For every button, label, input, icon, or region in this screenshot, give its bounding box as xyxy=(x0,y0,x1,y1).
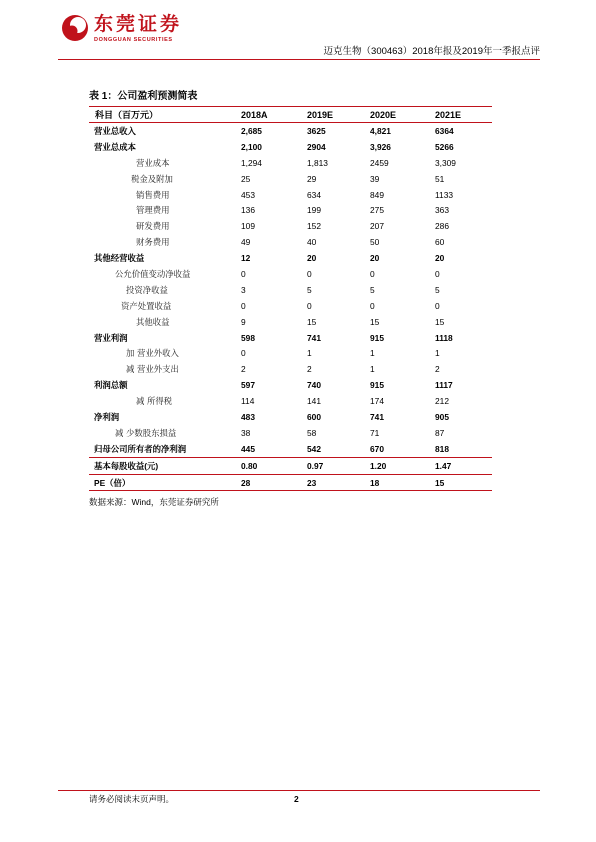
footer-disclaimer: 请务必阅读末页声明。 xyxy=(89,794,175,804)
logo-chinese-name: 东莞证券 xyxy=(94,13,183,35)
row-label: 基本每股收益(元) xyxy=(89,457,238,474)
footer-divider xyxy=(58,790,540,791)
row-value: 0 xyxy=(241,268,246,279)
row-label: 净利润 xyxy=(94,411,120,422)
table-row xyxy=(89,314,492,330)
row-value: 905 xyxy=(435,411,449,422)
row-value: 2 xyxy=(307,364,312,375)
table-row xyxy=(89,393,492,409)
row-value: 0.97 xyxy=(304,457,367,474)
row-label: 投资净收益 xyxy=(126,284,168,295)
row-value: 3 xyxy=(241,284,246,295)
table-header-row xyxy=(89,107,492,123)
table-row xyxy=(89,123,492,139)
table-caption: 表 1：公司盈利预测简表 xyxy=(89,91,198,102)
row-value: 2459 xyxy=(370,157,389,168)
row-value: 2 xyxy=(435,364,440,375)
column-header-2020e: 2020E xyxy=(367,107,432,123)
row-value: 20 xyxy=(370,253,380,264)
row-label: 营业成本 xyxy=(136,157,170,168)
row-value: 3,309 xyxy=(435,157,456,168)
table-row xyxy=(89,155,492,171)
row-value: 483 xyxy=(241,411,255,422)
row-value: 670 xyxy=(370,443,384,454)
row-value: 0 xyxy=(241,300,246,311)
row-value: 114 xyxy=(241,396,255,407)
row-label: 其他收益 xyxy=(136,316,170,327)
column-header-2018a: 2018A xyxy=(238,107,304,123)
row-value: 29 xyxy=(307,173,317,184)
table-row xyxy=(89,266,492,282)
table-row xyxy=(89,361,492,377)
row-value: 818 xyxy=(435,443,449,454)
row-value: 1.47 xyxy=(432,457,492,474)
page-number: 2 xyxy=(294,794,299,804)
row-label: 减 所得税 xyxy=(136,396,173,407)
row-value: 49 xyxy=(241,237,251,248)
row-value: 0 xyxy=(435,268,440,279)
row-value: 3625 xyxy=(307,125,326,136)
table-row xyxy=(89,457,492,474)
row-value: 0 xyxy=(241,348,246,359)
row-value: 915 xyxy=(370,380,384,391)
row-value: 5 xyxy=(370,284,375,295)
row-value: 2,100 xyxy=(241,141,262,152)
row-label: 财务费用 xyxy=(136,237,170,248)
row-value: 15 xyxy=(307,316,317,327)
table-row xyxy=(89,139,492,155)
row-value: 1118 xyxy=(435,332,453,343)
row-value: 87 xyxy=(435,427,445,438)
row-value: 0.80 xyxy=(238,457,304,474)
row-value: 1 xyxy=(307,348,312,359)
table-row xyxy=(89,474,492,491)
row-value: 445 xyxy=(241,443,255,454)
row-value: 71 xyxy=(370,427,380,438)
row-value: 9 xyxy=(241,316,246,327)
row-label: 减 营业外支出 xyxy=(126,364,179,375)
earnings-forecast-table xyxy=(89,106,492,491)
row-value: 28 xyxy=(238,474,304,491)
row-label: 减 少数股东损益 xyxy=(115,427,177,438)
row-value: 60 xyxy=(435,237,445,248)
row-value: 6364 xyxy=(435,125,454,136)
table-row xyxy=(89,377,492,393)
row-value: 50 xyxy=(370,237,380,248)
table-row xyxy=(89,425,492,441)
row-value: 141 xyxy=(307,396,321,407)
row-value: 152 xyxy=(307,221,321,232)
row-value: 0 xyxy=(435,300,440,311)
row-label: 利润总额 xyxy=(94,380,128,391)
row-value: 5 xyxy=(307,284,312,295)
row-value: 12 xyxy=(241,253,251,264)
table-row xyxy=(89,218,492,234)
table-row xyxy=(89,171,492,187)
column-header-2019e: 2019E xyxy=(304,107,367,123)
row-value: 199 xyxy=(307,205,321,216)
row-value: 3,926 xyxy=(370,141,391,152)
row-label: 营业利润 xyxy=(94,332,128,343)
row-value: 542 xyxy=(307,443,321,454)
row-label: 研发费用 xyxy=(136,221,170,232)
table-row xyxy=(89,282,492,298)
row-value: 363 xyxy=(435,205,449,216)
row-value: 1 xyxy=(370,364,375,375)
row-value: 15 xyxy=(432,474,492,491)
table-row xyxy=(89,409,492,425)
row-label: 其他经营收益 xyxy=(94,253,145,264)
row-value: 2 xyxy=(241,364,246,375)
table-row xyxy=(89,345,492,361)
row-value: 40 xyxy=(307,237,317,248)
row-value: 2904 xyxy=(307,141,326,152)
row-value: 634 xyxy=(307,189,321,200)
row-value: 0 xyxy=(370,268,375,279)
row-value: 915 xyxy=(370,332,384,343)
logo-english-name: DONGGUAN SECURITIES xyxy=(94,37,173,43)
data-source-note: 数据来源：Wind，东莞证券研究所 xyxy=(89,497,219,507)
row-value: 5266 xyxy=(435,141,454,152)
row-value: 1.20 xyxy=(367,457,432,474)
table-row xyxy=(89,250,492,266)
column-header-item: 科目（百万元） xyxy=(89,107,238,123)
row-label: 公允价值变动净收益 xyxy=(115,268,191,279)
row-value: 597 xyxy=(241,380,255,391)
row-value: 1,294 xyxy=(241,157,262,168)
row-value: 15 xyxy=(370,316,380,327)
row-value: 109 xyxy=(241,221,255,232)
row-value: 1117 xyxy=(435,380,453,391)
company-logo-icon xyxy=(61,14,89,42)
table-row xyxy=(89,441,492,457)
table-row xyxy=(89,330,492,346)
row-label: PE（倍） xyxy=(89,474,238,491)
row-value: 174 xyxy=(370,396,384,407)
row-value: 136 xyxy=(241,205,255,216)
row-value: 18 xyxy=(367,474,432,491)
row-value: 23 xyxy=(304,474,367,491)
row-value: 1,813 xyxy=(307,157,328,168)
row-value: 1 xyxy=(435,348,440,359)
row-value: 25 xyxy=(241,173,251,184)
row-value: 0 xyxy=(307,300,312,311)
row-label: 营业总成本 xyxy=(94,141,136,152)
row-value: 20 xyxy=(307,253,317,264)
row-label: 销售费用 xyxy=(136,189,170,200)
report-title: 迈克生物（300463）2018年报及2019年一季报点评 xyxy=(323,46,540,57)
row-label: 税金及附加 xyxy=(131,173,173,184)
row-value: 1 xyxy=(370,348,375,359)
row-value: 286 xyxy=(435,221,449,232)
row-value: 849 xyxy=(370,189,384,200)
table-row xyxy=(89,234,492,250)
row-value: 0 xyxy=(307,268,312,279)
row-label: 归母公司所有者的净利润 xyxy=(94,443,187,454)
row-value: 740 xyxy=(307,380,321,391)
row-value: 1133 xyxy=(435,189,454,200)
row-value: 20 xyxy=(435,253,445,264)
row-value: 2,685 xyxy=(241,125,262,136)
header-divider xyxy=(58,59,540,60)
row-value: 453 xyxy=(241,189,255,200)
row-label: 管理费用 xyxy=(136,205,170,216)
row-label: 加 营业外收入 xyxy=(126,348,179,359)
column-header-2021e: 2021E xyxy=(432,107,492,123)
row-label: 资产处置收益 xyxy=(121,300,172,311)
row-value: 212 xyxy=(435,396,449,407)
row-label: 营业总收入 xyxy=(94,125,136,136)
row-value: 15 xyxy=(435,316,445,327)
table-body xyxy=(89,123,492,491)
row-value: 275 xyxy=(370,205,384,216)
row-value: 39 xyxy=(370,173,380,184)
row-value: 58 xyxy=(307,427,317,438)
row-value: 4,821 xyxy=(370,125,391,136)
row-value: 600 xyxy=(307,411,321,422)
row-value: 0 xyxy=(370,300,375,311)
table-row xyxy=(89,298,492,314)
row-value: 598 xyxy=(241,332,255,343)
table-row xyxy=(89,187,492,203)
row-value: 741 xyxy=(370,411,384,422)
row-value: 207 xyxy=(370,221,384,232)
row-value: 741 xyxy=(307,332,321,343)
row-value: 38 xyxy=(241,427,251,438)
row-value: 5 xyxy=(435,284,440,295)
table-row xyxy=(89,202,492,218)
row-value: 51 xyxy=(435,173,445,184)
